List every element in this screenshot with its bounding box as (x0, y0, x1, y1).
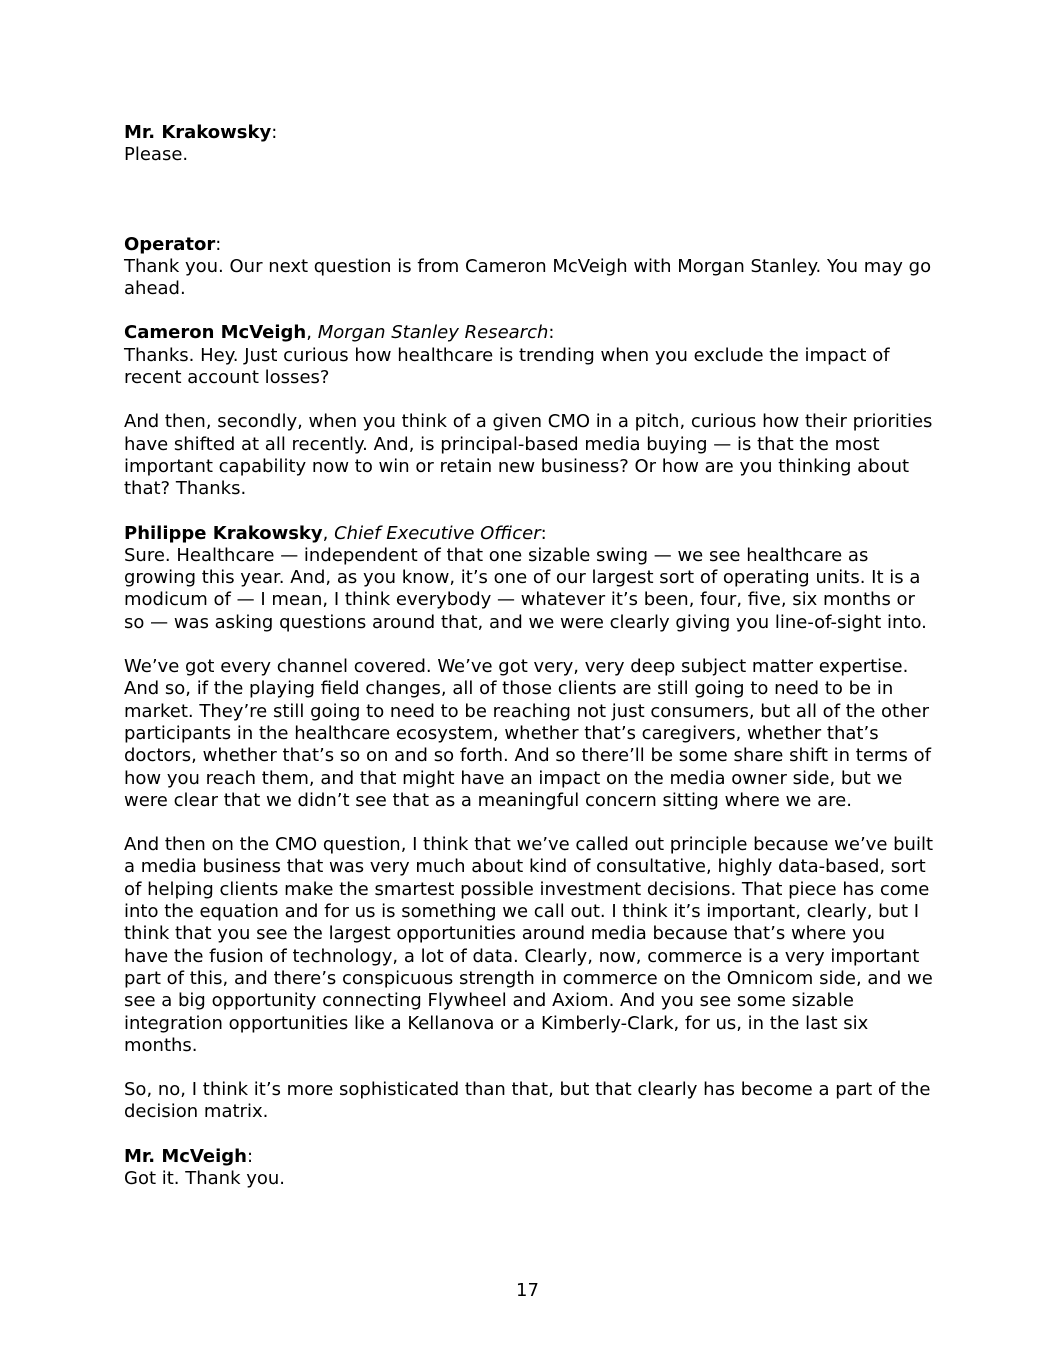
speaker-name: Cameron McVeigh (124, 322, 307, 344)
speech-paragraph: And then, secondly, when you think of a given CMO in a pitch, curious how their priorities have shifted at all recently. And, is principal-based media buying — is that the most important capability now to win or retain new business? Or how are you thinking about that? Thanks. (124, 411, 933, 500)
page-number: 17 (516, 1280, 539, 1301)
speaker-heading: Mr. Krakowsky: (124, 122, 278, 143)
speaker-role: Chief Executive Officer (334, 522, 541, 544)
speaker-heading: Operator: (124, 233, 222, 255)
speech-paragraph: Thank you. Our next question is from Cameron McVeigh with Morgan Stanley. You may go ahead. (124, 255, 932, 300)
speaker-name: Operator (124, 233, 216, 255)
speaker-heading: Mr. McVeigh: (124, 1145, 254, 1167)
speaker-block-mcveigh-close (124, 1146, 934, 1191)
speaker-name: Philippe Krakowsky (124, 522, 323, 544)
transcript-page (124, 122, 934, 1190)
speech-paragraph: Got it. Thank you. (124, 1167, 286, 1189)
speaker-name: Mr. Krakowsky (124, 122, 272, 143)
speaker-block-krakowsky-answer (124, 523, 934, 1124)
speaker-block-operator (124, 234, 934, 301)
speaker-heading: Cameron McVeigh, Morgan Stanley Research: (124, 322, 555, 344)
speaker-role: Morgan Stanley Research (317, 322, 549, 344)
speaker-block-mcveigh-question (124, 322, 934, 500)
speaker-name: Mr. McVeigh (124, 1145, 247, 1167)
speech-paragraph: We’ve got every channel covered. We’ve got very, very deep subject matter expertise. And so, if the playing field changes, all of those clients are still going to need to be in market. They’re still going to need to be reaching not just consumers, but all of the other participants in the healthcare ecosystem, whether that’s caregivers, whether that’s doctors, whether that’s so on and so forth. And so there’ll be some share shift in terms of how you reach them, and that might have an impact on the media owner side, but we were clear that we didn’t see that as a meaningful concern sitting where we are. (124, 656, 932, 811)
speech-paragraph: And then on the CMO question, I think that we’ve called out principle because we’ve built a media business that was very much about kind of consultative, highly data-based, sort of helping clients make the smartest possible investment decisions. That piece has come into the equation and for us is something we call out. I think it’s important, clearly, but I think that you see the largest opportunities around media because that’s where you have the fusion of technology, a lot of data. Clearly, now, commerce is a very important part of this, and there’s conspicuous strength in commerce on the Omnicom side, and we see a big opportunity connecting Flywheel and Axiom. And you see some sizable integration opportunities like a Kellanova or a Kimberly-Clark, for us, in the last six months. (124, 834, 934, 1056)
speech-paragraph: Please. (124, 144, 189, 166)
speech-paragraph: So, no, I think it’s more sophisticated than that, but that clearly has become a part of the decision matrix. (124, 1079, 931, 1123)
speech-paragraph: Sure. Healthcare — independent of that one sizable swing — we see healthcare as growing this year. And, as you know, it’s one of our largest sort of operating units. It is a modicum of — I mean, I think everybody — whatever it’s been, four, five, six months or so — was asking questions around that, and we were clearly giving you line-of-sight into. (124, 544, 927, 633)
speaker-heading: Philippe Krakowsky, Chief Executive Officer: (124, 522, 547, 544)
speech-paragraph: Thanks. Hey. Just curious how healthcare is trending when you exclude the impact of recent account losses? (124, 344, 890, 389)
speaker-block-krakowsky (124, 122, 934, 167)
